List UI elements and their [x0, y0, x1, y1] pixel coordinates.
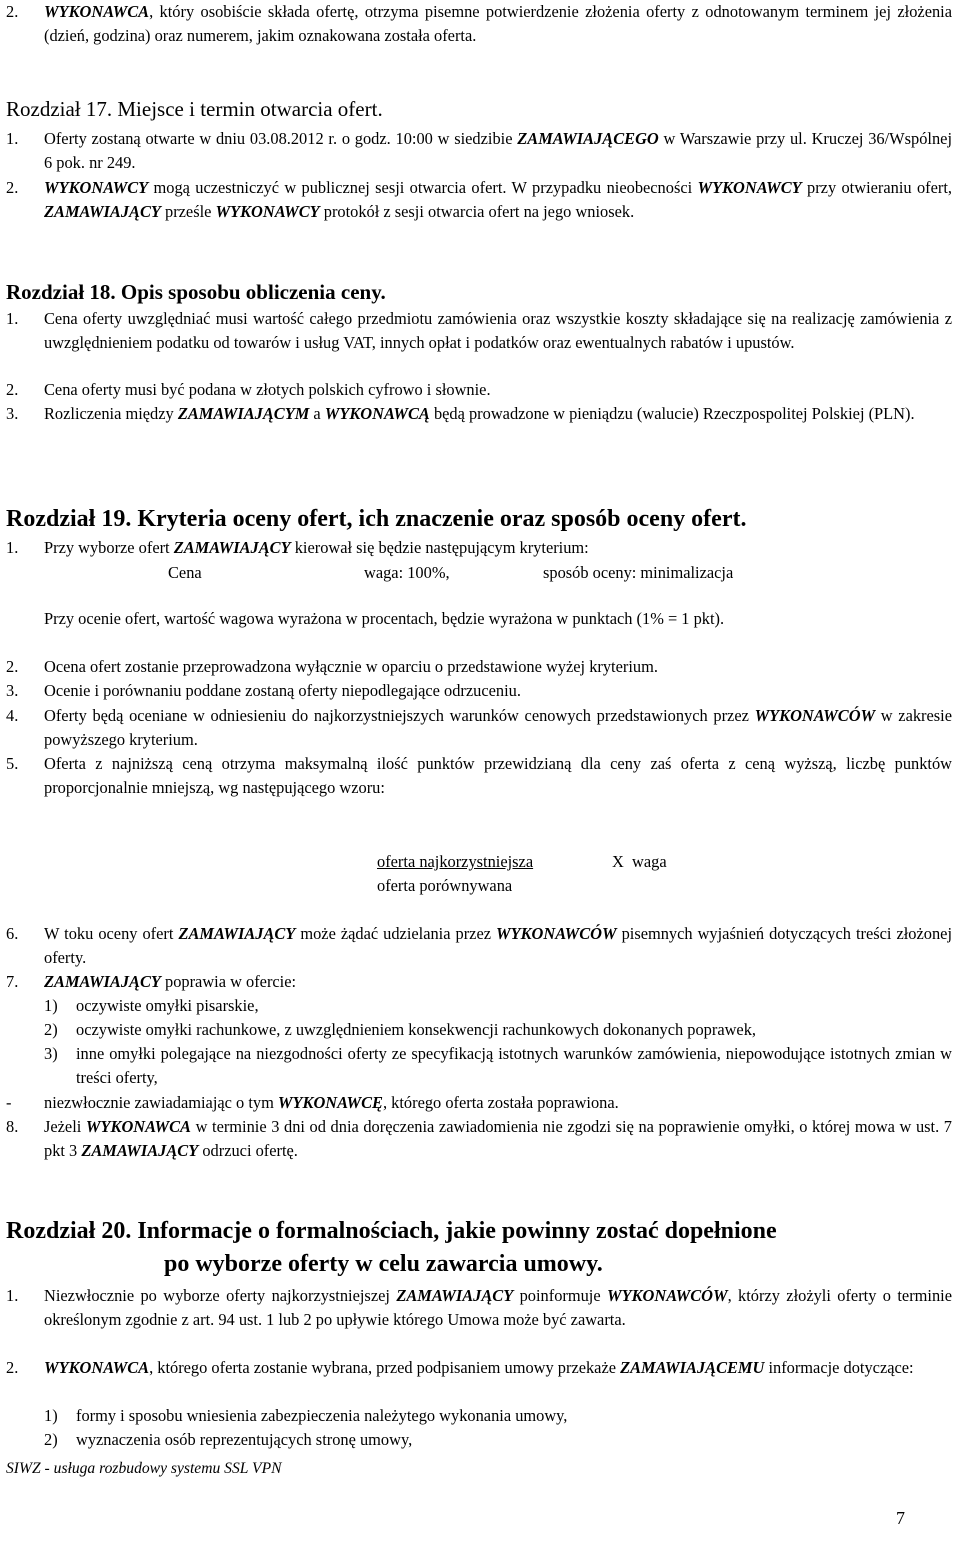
ch19-item-1: 1. Przy wyborze ofert ZAMAWIAJĄCY kierował się będzie następującym kryterium: — [6, 538, 589, 557]
ch19-item-4: 4. Oferty będą oceniane w odniesieniu do najkorzystniejszych warunków cenowych przedstawionych przez WYKONAWCÓW w zakresie powyższego kryterium. — [6, 706, 952, 749]
ch17-item-1: 1. Oferty zostaną otwarte w dniu 03.08.2012 r. o godz. 10:00 w siedzibie ZAMAWIAJĄCEGO w Warszawie przy ul. Kruczej 36/Wspólnej 6 pok. nr 249. — [6, 129, 952, 172]
ch20-subitem-1: 1) formy i sposobu wniesienia zabezpieczenia należytego wykonania umowy, — [44, 1406, 568, 1425]
formula-numerator: oferta najkorzystniejsza — [377, 852, 534, 871]
ch19-item-3: 3. Ocenie i porównaniu poddane zostaną oferty niepodlegające odrzuceniu. — [6, 681, 521, 700]
chapter-20-heading-line-2: po wyborze oferty w celu zawarcia umowy. — [164, 1251, 603, 1277]
ch17-item-2: 2. WYKONAWCY mogą uczestniczyć w publicznej sesji otwarcia ofert. W przypadku nieobecności WYKONAWCY przy otwieraniu ofert, ZAMAWIAJĄCY prześle WYKONAWCY protokół z sesji otwarcia ofert na jego wniosek. — [6, 178, 952, 221]
page-number: 7 — [896, 1508, 905, 1528]
ch19-dash-item: - niezwłocznie zawiadamiając o tym WYKONAWCĘ, którego oferta została poprawiona. — [6, 1093, 619, 1112]
ch18-item-3: 3. Rozliczenia między ZAMAWIAJĄCYM a WYKONAWCĄ będą prowadzone w pieniądzu (walucie) Rzeczpospolitej Polskiej (PLN). — [6, 404, 915, 423]
chapter-19-heading: Rozdział 19. Kryteria oceny ofert, ich znaczenie oraz sposób oceny ofert. — [6, 506, 747, 532]
ch20-subitem-2: 2) wyznaczenia osób reprezentujących stronę umowy, — [44, 1430, 413, 1449]
formula-denominator: oferta porównywana — [377, 876, 513, 895]
intro-item — [6, 0, 952, 47]
ch19-item-6: 6. W toku oceny ofert ZAMAWIAJĄCY może żądać udzielania przez WYKONAWCÓW pisemnych wyjaśnień dotyczących treści złożonej oferty. — [6, 924, 952, 967]
ch19-item-8: 8. Jeżeli WYKONAWCA w terminie 3 dni od dnia doręczenia zawiadomienia nie zgodzi się na poprawienie omyłki, o której mowa w ust. 7 pkt 3 ZAMAWIAJĄCY odrzuci ofertę. — [6, 1117, 952, 1160]
ch19-subitem-2: 2) oczywiste omyłki rachunkowe, z uwzględnieniem konsekwencji rachunkowych dokonanych poprawek, — [44, 1020, 757, 1039]
ch19-item-5: 5. Oferta z najniższą ceną otrzyma maksymalną ilość punktów przewidzianą dla ceny zaś oferta z ceną wyższą, liczbę punktów proporcjonalnie mniejszą, wg następującego wzoru: — [6, 754, 952, 797]
item-text: WYKONAWCA, który osobiście składa ofertę, otrzyma pisemne potwierdzenie złożenia oferty z odnotowanym terminem jej złożenia (dzień, godzina) oraz numerem, jakim oznakowana została oferta. — [44, 2, 952, 45]
formula-multiplier: X waga — [612, 852, 667, 871]
ch19-subitem-1: 1) oczywiste omyłki pisarskie, — [44, 996, 259, 1015]
ch18-item-1: 1. Cena oferty uwzględniać musi wartość całego przedmiotu zamówienia oraz wszystkie koszty składające się na realizację zamówienia z uwzględnieniem podatku od towarów i usług VAT, innych opłat i podatków oraz ewentualnych rabatów i upustów. — [6, 309, 952, 352]
page-footer: SIWZ - usługa rozbudowy systemu SSL VPN — [6, 1460, 282, 1477]
chapter-17-heading: Rozdział 17. Miejsce i termin otwarcia ofert. — [6, 97, 383, 121]
chapter-20-heading-line-1: Rozdział 20. Informacje o formalnościach, jakie powinny zostać dopełnione — [6, 1218, 777, 1244]
criterion-method: sposób oceny: minimalizacja — [543, 563, 734, 582]
item-number: 2. — [6, 2, 19, 21]
ch20-item-1: 1. Niezwłocznie po wyborze oferty najkorzystniejszej ZAMAWIAJĄCY poinformuje WYKONAWCÓW, którzy złożyli oferty o terminie określonym zgodnie z art. 94 ust. 1 lub 2 po upływie którego Umowa może być zawarta. — [6, 1286, 952, 1329]
ch19-note: Przy ocenie ofert, wartość wagowa wyrażona w procentach, będzie wyrażona w punktach (1% = 1 pkt). — [44, 609, 725, 628]
ch19-item-7: 7. ZAMAWIAJĄCY poprawia w ofercie: — [6, 972, 297, 991]
ch20-item-2: 2. WYKONAWCA, którego oferta zostanie wybrana, przed podpisaniem umowy przekaże ZAMAWIAJĄCEMU informacje dotyczące: — [6, 1358, 914, 1377]
ch19-item-2: 2. Ocena ofert zostanie przeprowadzona wyłącznie w oparciu o przedstawione wyżej kryterium. — [6, 657, 658, 676]
criterion-name: Cena — [168, 563, 202, 582]
ch19-subitem-3: 3) inne omyłki polegające na niezgodności oferty ze specyfikacją istotnych warunków zamówienia, niepowodujące istotnych zmian w treści oferty, — [44, 1044, 952, 1087]
ch18-item-2: 2. Cena oferty musi być podana w złotych polskich cyfrowo i słownie. — [6, 380, 491, 399]
criterion-weight: waga: 100%, — [364, 563, 450, 582]
chapter-18-heading: Rozdział 18. Opis sposobu obliczenia ceny. — [6, 280, 386, 304]
